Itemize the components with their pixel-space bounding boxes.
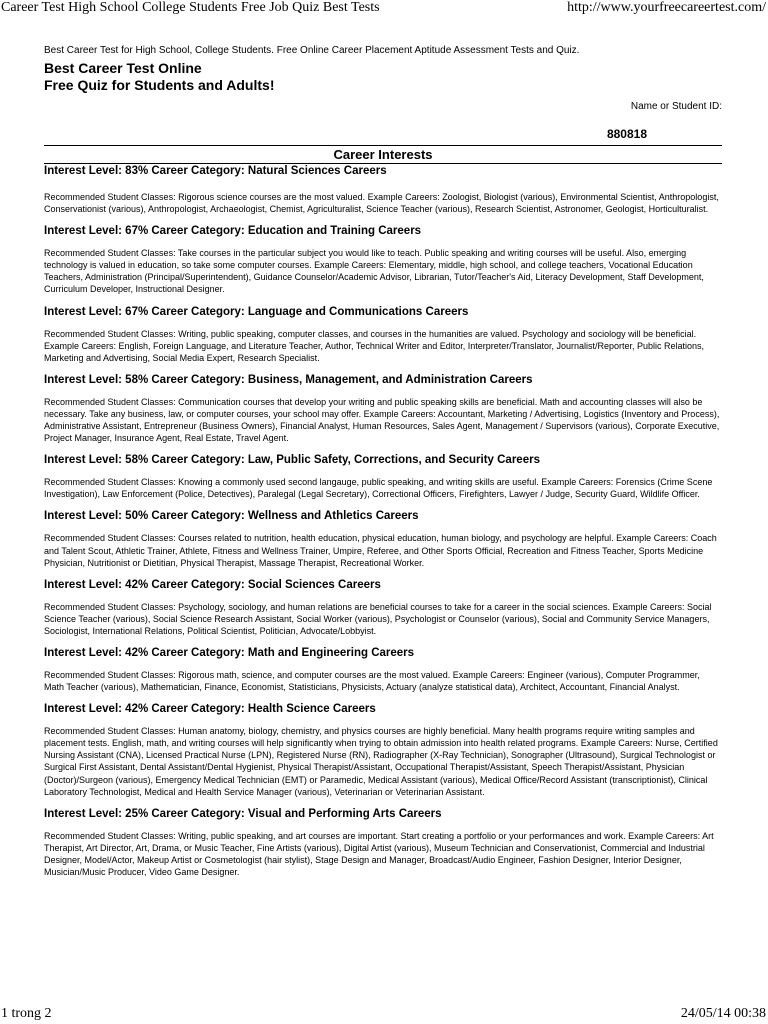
category-description: Recommended Student Classes: Human anatomy, biology, chemistry, and physics courses are highly beneficial. Many health programs require writing samples and placement tests. English, math, and writing courses will help significantly when trying to obtain admission into health related programs. Example Careers: Nurse, Certified Nursing Assistant (CNA), Licensed Practical Nurse (LPN), Registered Nurse (RN), Radiographer (X-Ray Technician), Sonographer (Ultrasound), Surgical Technologist or Surgical First Assistant, Dental Assistant/Dental Hygienist, Physical Therapist/Assistant, Occupational Therapist/Assistant, Speech Therapist/Assistant, Physician (Doctor)/Surgeon (various), Emergency Medical Technician (EMT) or Paramedic, Medical Assistant (various), Medical Office/Record Assistant (transcriptionist), Clinical Laboratory Technologist, Medical and Health Service Manager (various), Veterinarian or Veterinarian Assistant.: [44, 726, 718, 797]
category-block: [44, 224, 722, 295]
category-block: [44, 578, 722, 637]
site-tagline: Best Career Test for High School, College Students. Free Online Career Placement Aptitude Assessment Tests and Quiz.: [44, 45, 580, 56]
category-description: Recommended Student Classes: Courses related to nutrition, health education, physical education, human biology, and psychology are helpful. Example Careers: Coach and Talent Scout, Athletic Trainer, Athlete, Fitness and Wellness Trainer, Umpire, Referee, and Other Sports Official, Recreation and Fitness Teacher, Sports Medicine Physician, Nutritionist or Dietitian, Physical Therapist, Massage Therapist, Recreational Worker.: [44, 533, 717, 568]
category-heading: Interest Level: 25% Career Category: Visual and Performing Arts Careers: [44, 807, 442, 820]
report-page: [44, 44, 722, 878]
category-heading: Interest Level: 83% Career Category: Natural Sciences Careers: [44, 165, 387, 177]
category-description: Recommended Student Classes: Communication courses that develop your writing and public speaking skills are beneficial. Math and accounting classes will also be necessary. Take any business, law, or computer courses, your school may offer. Example Careers: Accountant, Marketing / Advertising, Logistics (Inventory and Process), Administrative Assistant, Entrepreneur (Business Owners), Financial Analyst, Human Resources, Sales Agent, Management / Supervisors (various), Corporate Executive, Project Manager, Insurance Agent, Real Estate, Travel Agent.: [44, 396, 720, 444]
category-heading: Interest Level: 67% Career Category: Language and Communications Careers: [44, 305, 469, 318]
print-footer-datetime: 24/05/14 00:38: [680, 1006, 766, 1021]
category-block: [44, 807, 722, 878]
category-description: Recommended Student Classes: Knowing a commonly used second langauge, public speaking, and writing skills are useful. Example Careers: Forensics (Crime Scene Investigation), Law Enforcement (Police, Detectives), Paralegal (Legal Secretary), Correctional Officers, Firefighters, Lawyer / Judge, Security Guard, Wildlife Officer.: [44, 477, 713, 500]
print-footer-page: 1 trong 2: [1, 1006, 52, 1021]
category-heading: Interest Level: 50% Career Category: Wellness and Athletics Careers: [44, 510, 419, 523]
category-block: [44, 164, 722, 215]
section-title: Career Interests: [44, 145, 722, 164]
category-description: Recommended Student Classes: Writing, public speaking, computer classes, and courses in the humanities are valued. Psychology and sociology will be beneficial. Example Careers: English, Foreign Language, and Literature Teacher, Author, Technical Writer and Editor, Interpreter/Translator, Journalist/Reporter, Public Relations, Marketing and Advertising, Social Media Expert, Research Specialist.: [44, 328, 705, 363]
category-heading: Interest Level: 58% Career Category: Law, Public Safety, Corrections, and Security Careers: [44, 454, 540, 467]
print-header-url[interactable]: http://www.yourfreecareertest.com/: [567, 0, 766, 15]
category-block: [44, 373, 722, 444]
category-description: Recommended Student Classes: Rigorous science courses are the most valued. Example Careers: Zoologist, Biologist (various), Environmental Scientist, Anthropologist, Conservationist (various), Anthropologist, Archaeologist, Chemist, Agriculturalist, Science Teacher (various), Research Scientist, Astronomer, Geologist, Horticulturalist.: [44, 192, 719, 215]
category-block: [44, 646, 722, 693]
category-heading: Interest Level: 42% Career Category: Math and Engineering Careers: [44, 646, 415, 659]
category-block: [44, 305, 722, 364]
print-header-title: Career Test High School College Students Free Job Quiz Best Tests: [1, 0, 380, 15]
site-title-line-2: Free Quiz for Students and Adults!: [44, 77, 275, 93]
category-description: Recommended Student Classes: Writing, public speaking, and art courses are important. Start creating a portfolio or your performances and work. Example Careers: Art Therapist, Art Director, Art, Drama, or Music Teacher, Fine Artists (various), Digital Artist (various), Museum Technician and Conservationist, Commercial and Industrial Designer, Model/Actor, Makeup Artist or Cosmetologist (hair stylist), Stage Design and Manager, Broadcast/Audio Engineer, Fashion Designer, Interior Designer, Musician/Music Producer, Video Game Designer.: [44, 830, 714, 877]
category-description: Recommended Student Classes: Take courses in the particular subject you would like to teach. Public speaking and writing courses will be useful. Also, emerging technology is valued in education, so take some computer courses. Example Careers: Elementary, middle, high school, and college teachers, Vocational Education Teachers, Administration (Principal/Superintendent), Guidance Counselor/Academic Advisor, Librarian, Tutor/Teacher's Aid, Literacy Development, Staff Development, Curriculum Developer, Instructional Designer.: [44, 248, 704, 295]
category-description: Recommended Student Classes: Rigorous math, science, and computer courses are the most valued. Example Careers: Engineer (various), Computer Programmer, Math Teacher (various), Mathematician, Finance, Economist, Statisticians, Physicists, Actuary (analyze statistical data), Architect, Accountant, Financial Analyst.: [44, 669, 700, 693]
category-block: [44, 509, 722, 568]
site-title-line-1: Best Career Test Online: [44, 60, 202, 76]
category-heading: Interest Level: 67% Career Category: Education and Training Careers: [44, 225, 422, 238]
category-description: Recommended Student Classes: Psychology, sociology, and human relations are beneficial courses to take for a career in the social sciences. Example Careers: Social Science Teacher (various), Social Science Research Assistant, Social Worker (various), Psychologist or Counselor (various), Social and Community Service Managers, Sociologist, International Relations, Political Scientist, Politician, Advocate/Lobbyist.: [44, 601, 712, 636]
category-heading: Interest Level: 42% Career Category: Social Sciences Careers: [44, 578, 381, 591]
print-header: [0, 0, 768, 18]
category-block: [44, 702, 722, 798]
category-block: [44, 453, 722, 500]
category-heading: Interest Level: 58% Career Category: Business, Management, and Administration Careers: [44, 373, 533, 386]
print-footer: [0, 1006, 768, 1024]
category-heading: Interest Level: 42% Career Category: Health Science Careers: [44, 703, 376, 716]
student-id-label: Name or Student ID:: [630, 101, 722, 112]
student-id-value: 880818: [606, 127, 647, 141]
